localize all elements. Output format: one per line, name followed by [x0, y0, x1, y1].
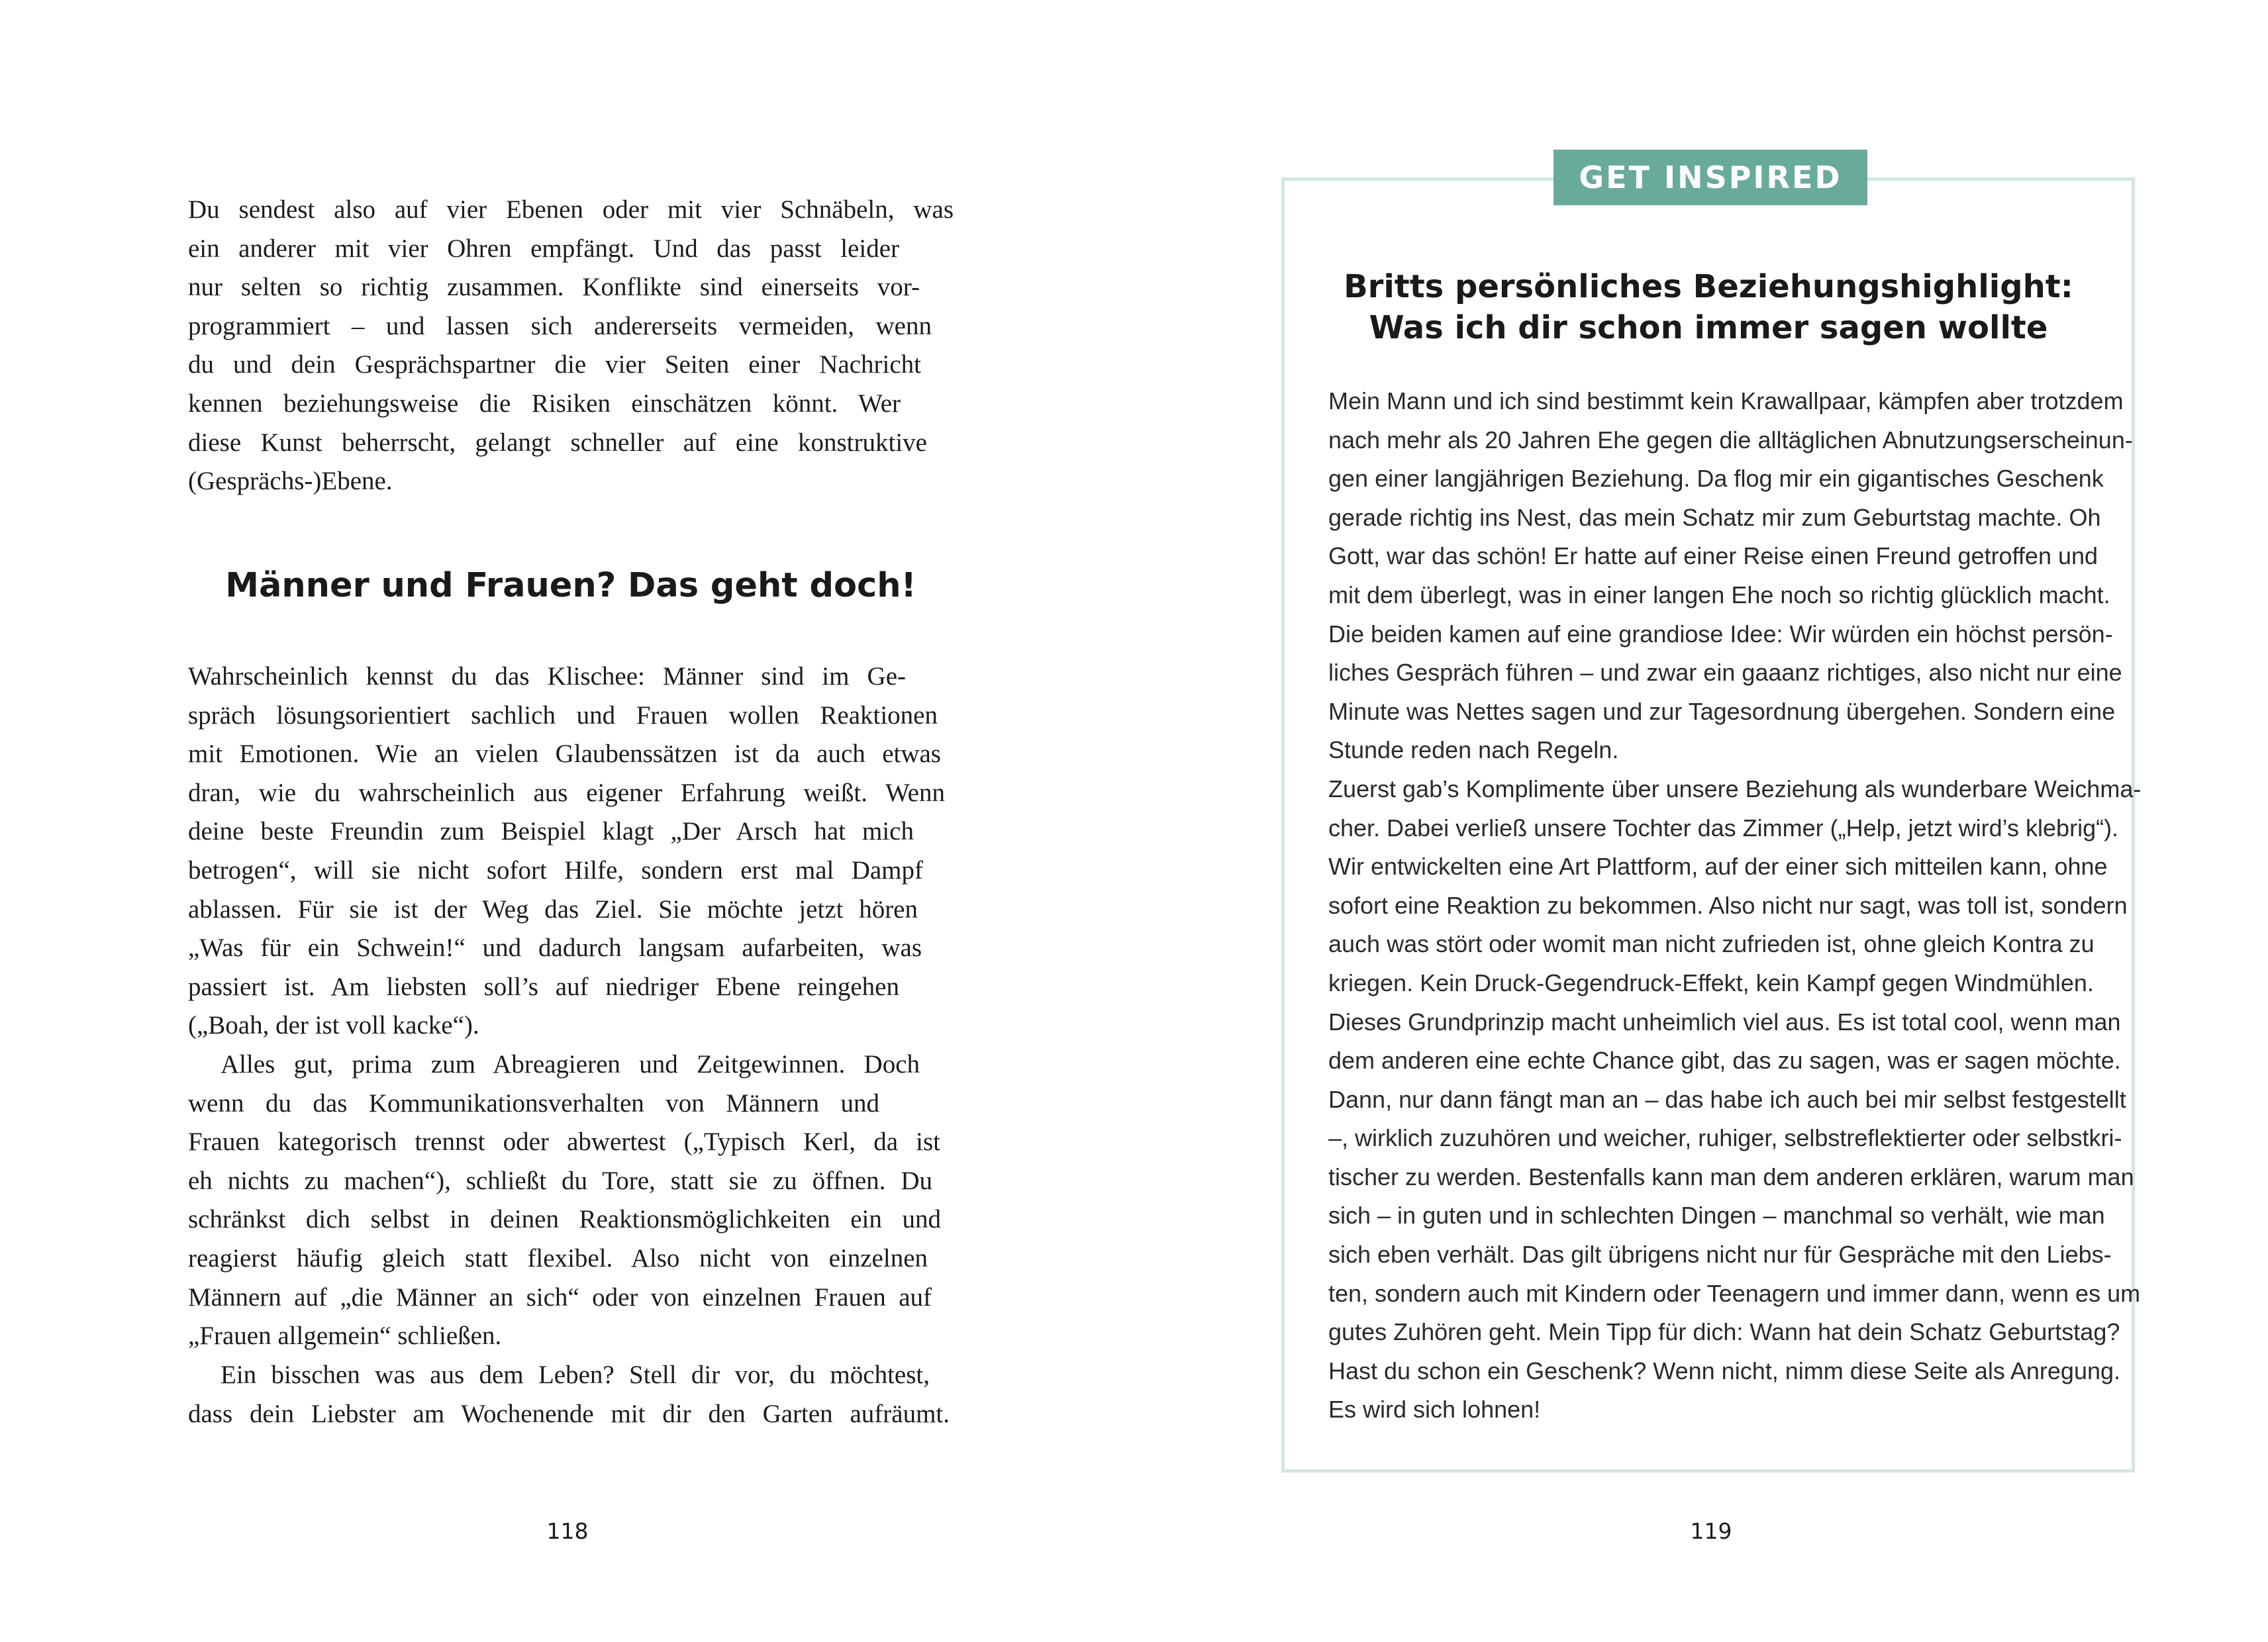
box-text-line: nach mehr als 20 Jahren Ehe gegen die alltäglichen Abnutzungserscheinun-: [1328, 426, 2133, 454]
box-text-line: cher. Dabei verließ unsere Tochter das Zimmer („Help, jetzt wird’s klebrig“).: [1328, 814, 2119, 842]
text-line: („Boah, der ist voll kacke“).: [188, 1011, 479, 1040]
text-line: diese Kunst beherrscht, gelangt schneller auf eine konstruktive: [188, 428, 927, 457]
box-text: [1328, 382, 2142, 1429]
box-text-line: Dieses Grundprinzip macht unheimlich viel aus. Es ist total cool, wenn man: [1328, 1008, 2121, 1036]
box-text-line: sich – in guten und in schlechten Dingen – manchmal so verhält, wie man: [1328, 1202, 2105, 1230]
text-line: „Was für ein Schwein!“ und dadurch langsam aufarbeiten, was: [188, 934, 922, 963]
box-text-line: sofort eine Reaktion zu bekommen. Also nicht nur sagt, was toll ist, sondern: [1328, 891, 2128, 919]
box-text-line: Hast du schon ein Geschenk? Wenn nicht, nimm diese Seite als Anregung.: [1328, 1357, 2121, 1384]
box-text-line: Stunde reden nach Regeln.: [1328, 736, 1619, 764]
text-line: dran, wie du wahrscheinlich aus eigener Erfahrung weißt. Wenn: [188, 778, 945, 807]
text-line: (Gesprächs-)Ebene.: [188, 467, 393, 496]
text-line: wenn du das Kommunikationsverhalten von Männern und: [188, 1088, 879, 1118]
page-number-right: 119: [1690, 1518, 1732, 1544]
box-text-line: Minute was Nettes sagen und zur Tagesordnung übergehen. Sondern eine: [1328, 697, 2116, 725]
box-text-line: ten, sondern auch mit Kindern oder Teenagern und immer dann, wenn es um: [1328, 1279, 2141, 1307]
text-line: Ein bisschen was aus dem Leben? Stell dir vor, du möchtest,: [221, 1361, 930, 1389]
text-line: Männern auf „die Männer an sich“ oder von einzelnen Frauen auf: [188, 1282, 932, 1312]
text-line: deine beste Freundin zum Beispiel klagt „Der Arsch hat mich: [188, 817, 914, 846]
box-text-line: Gott, war das schön! Er hatte auf einer Reise einen Freund getroffen und: [1328, 542, 2098, 570]
text-line: reagierst häufig gleich statt flexibel. Also nicht von einzelnen: [188, 1243, 928, 1273]
box-text-line: Es wird sich lohnen!: [1328, 1396, 1541, 1424]
text-line: „Frauen allgemein“ schließen.: [188, 1322, 502, 1351]
text-line: Wahrscheinlich kennst du das Klischee: Männer sind im Ge-: [188, 662, 906, 691]
box-heading-line: Was ich dir schon immer sagen wollte: [1369, 309, 2048, 346]
box-text-line: gen einer langjährigen Beziehung. Da flog mir ein gigantisches Geschenk: [1328, 465, 2104, 493]
body-paragraph-2: [188, 1045, 954, 1356]
get-inspired-badge: GET INSPIRED: [1553, 150, 1867, 205]
box-text-line: Wir entwickelten eine Art Plattform, auf der einer sich mitteilen kann, ohne: [1328, 853, 2108, 881]
page-number-left: 118: [546, 1518, 589, 1544]
text-line: Frauen kategorisch trennst oder abwertest („Typisch Kerl, da ist: [188, 1128, 940, 1157]
box-text-line: gerade richtig ins Nest, das mein Schatz mir zum Geburtstag machte. Oh: [1328, 503, 2101, 531]
text-line: eh nichts zu machen“), schließt du Tore, statt sie zu öffnen. Du: [188, 1166, 932, 1195]
text-line: mit Emotionen. Wie an vielen Glaubenssätzen ist da auch etwas: [188, 740, 941, 769]
intro-paragraph: [188, 191, 954, 501]
text-line: du und dein Gesprächspartner die vier Seiten einer Nachricht: [188, 350, 921, 379]
box-text-line: sich eben verhält. Das gilt übrigens nicht nur für Gespräche mit den Liebs-: [1328, 1241, 2112, 1269]
text-line: dass dein Liebster am Wochenende mit dir den Garten aufräumt.: [188, 1399, 950, 1428]
box-text-line: Mein Mann und ich sind bestimmt kein Krawallpaar, kämpfen aber trotzdem: [1328, 387, 2124, 414]
text-line: ablassen. Für sie ist der Weg das Ziel. Sie möchte jetzt hören: [188, 894, 918, 924]
box-text-line: Zuerst gab’s Komplimente über unsere Beziehung als wunderbare Weichma-: [1328, 775, 2142, 802]
body-paragraph-1: [188, 657, 954, 1045]
box-text-line: liches Gespräch führen – und zwar ein gaaanz richtiges, also nicht nur eine: [1328, 659, 2122, 687]
box-text-line: Die beiden kamen auf eine grandiose Idee: Wir würden ein höchst persön-: [1328, 620, 2113, 648]
text-line: programmiert – und lassen sich andererseits vermeiden, wenn: [188, 311, 932, 340]
box-text-line: auch was stört oder womit man nicht zufrieden ist, ohne gleich Kontra zu: [1328, 930, 2095, 958]
text-line: ein anderer mit vier Ohren empfängt. Und das passt leider: [188, 234, 899, 263]
text-line: nur selten so richtig zusammen. Konflikte sind einerseits vor-: [188, 273, 920, 302]
box-text-line: Dann, nur dann fängt man an – das habe ich auch bei mir selbst festgestellt: [1328, 1085, 2126, 1113]
text-line: passiert ist. Am liebsten soll’s auf niedriger Ebene reingehen: [188, 972, 899, 1001]
text-line: schränkst dich selbst in deinen Reaktionsmöglichkeiten ein und: [188, 1205, 941, 1234]
box-text-line: gutes Zuhören geht. Mein Tipp für dich: Wann hat dein Schatz Geburtstag?: [1328, 1318, 2120, 1346]
box-heading-line: Britts persönliches Beziehungshighlight:: [1344, 268, 2073, 305]
text-line: betrogen“, will sie nicht sofort Hilfe, sondern erst mal Dampf: [188, 855, 923, 885]
text-line: spräch lösungsorientiert sachlich und Frauen wollen Reaktionen: [188, 700, 938, 730]
text-line: Alles gut, prima zum Abreagieren und Zeitgewinnen. Doch: [221, 1050, 920, 1079]
box-text-line: kriegen. Kein Druck-Gegendruck-Effekt, kein Kampf gegen Windmühlen.: [1328, 969, 2094, 996]
box-text-line: tischer zu werden. Bestenfalls kann man dem anderen erklären, warum man: [1328, 1163, 2134, 1190]
box-text-line: dem anderen eine echte Chance gibt, das zu sagen, was er sagen möchte.: [1328, 1047, 2121, 1075]
body-paragraph-3: [188, 1356, 954, 1433]
section-heading: Männer und Frauen? Das geht doch!: [225, 566, 916, 605]
box-heading: [1301, 266, 2116, 348]
box-text-line: –, wirklich zuzuhören und weicher, ruhiger, selbstreflektierter oder selbstkri-: [1328, 1124, 2122, 1152]
text-line: kennen beziehungsweise die Risiken einschätzen könnt. Wer: [188, 389, 901, 418]
text-line: Du sendest also auf vier Ebenen oder mit vier Schnäbeln, was: [188, 195, 954, 224]
box-text-line: mit dem überlegt, was in einer langen Ehe noch so richtig glücklich macht.: [1328, 581, 2110, 608]
